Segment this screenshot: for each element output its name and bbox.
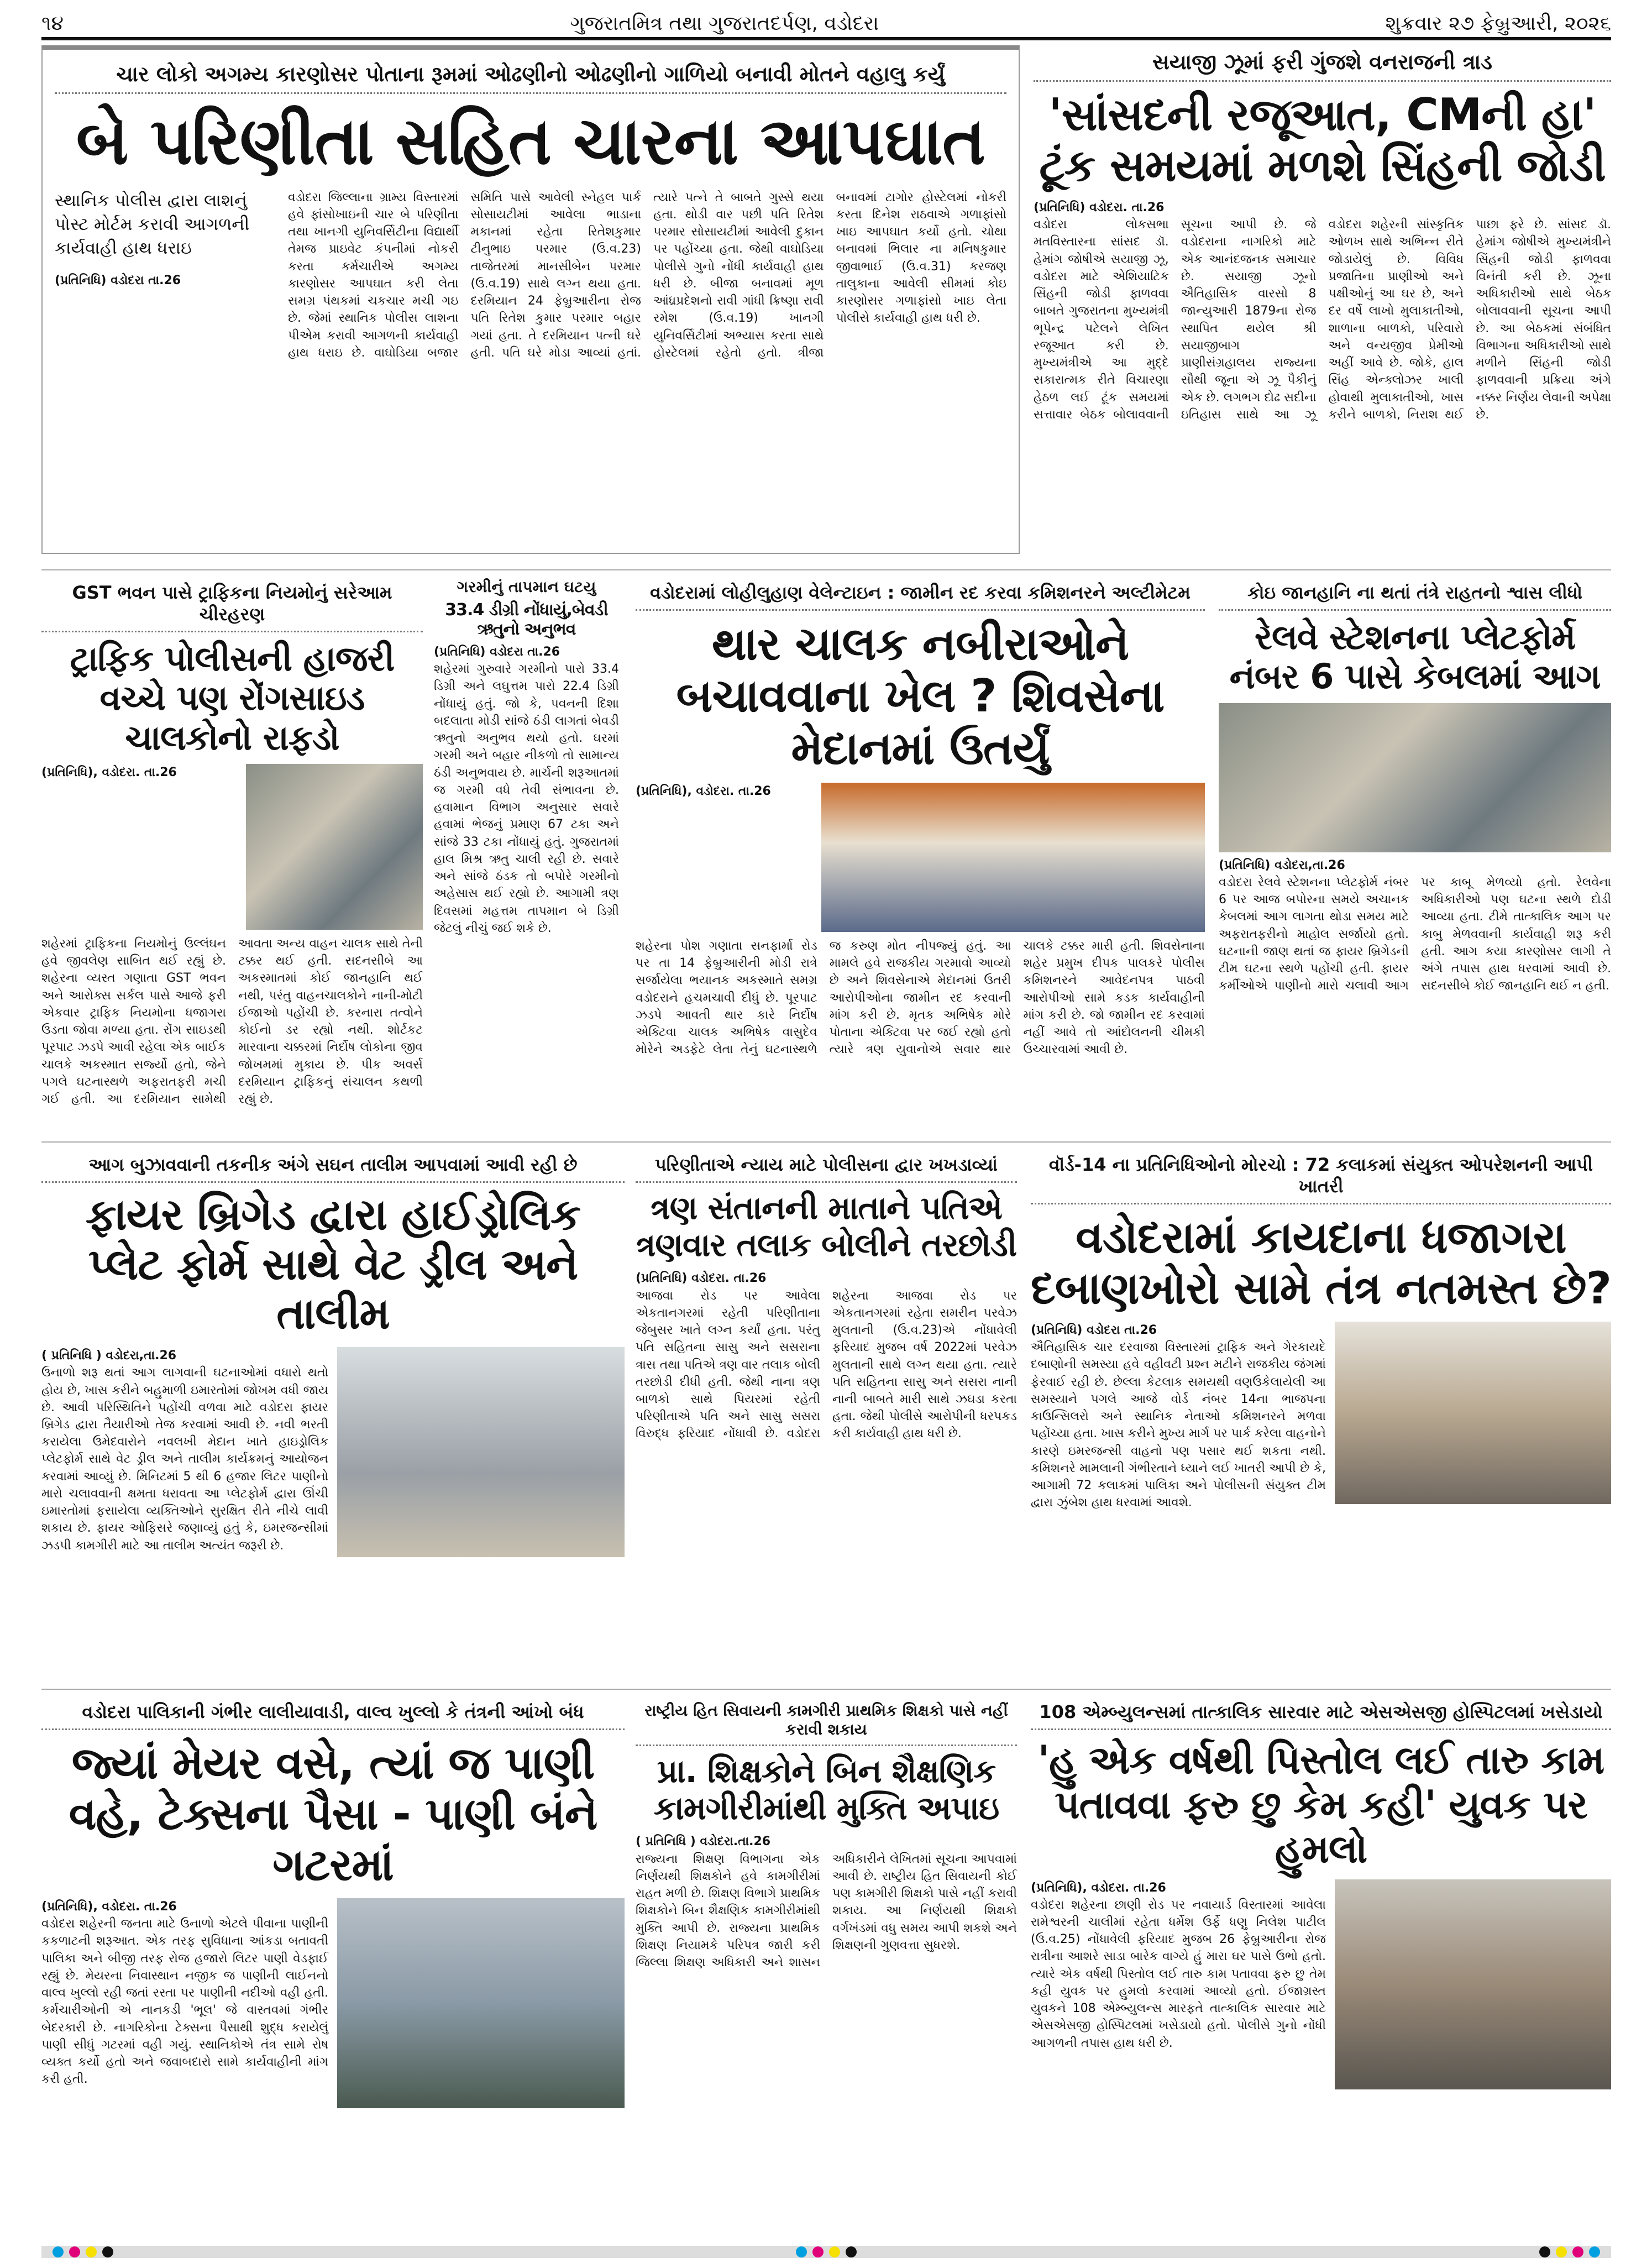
kicker: આગ બુઝાવવાની તકનીક અંગે સઘન તાલીમ આપવામાં આવી રહી છે <box>41 1150 625 1183</box>
page-header <box>41 10 1611 40</box>
kicker: વડોદરામાં લોહીલુહાણ વેલેન્ટાઇન : જામીન રદ કરવા કમિશનરને અલ્ટીમેટમ <box>636 578 1205 611</box>
kicker: વૉર્ડ-14 ના પ્રતિનિધિઓનો મોરચો : 72 કલાકમાં સંયુક્ત ઓપરેશનની આપી ખાતરી <box>1031 1150 1611 1204</box>
article-water-waste <box>41 1697 625 2241</box>
dateline: (પ્રતિનિધિ) વડોદરા તા.26 <box>55 273 181 287</box>
police-scene-photo <box>1335 1879 1611 2089</box>
headline: પ્રા. શિક્ષકોને બિન શૈક્ષણિક કામગીરીમાંથી મુક્તિ અપાઇ <box>653 1752 999 1827</box>
headline: ટ્રાફિક પોલીસની હાજરી વચ્ચે પણ રોંગસાઇડ ચાલકોનો રાફડો <box>70 638 395 758</box>
traffic-accident-photo <box>246 764 423 930</box>
kicker: રાષ્ટ્રીય હિત સિવાયની કામગીરી પ્રાથમિક શિક્ષકો પાસે નહીં કરાવી શકાય <box>636 1697 1017 1746</box>
dateline: ( પ્રતિનિધિ ) વડોદરા,તા.26 <box>41 1349 177 1363</box>
article-body: વડોદરા રેલવે સ્ટેશનના પ્લેટફોર્મ નંબર 6 પર આજ બપોરના સમયે અચાનક કેબલમાં આગ લાગતા થોડા સમય માટે અફરાતફરીનો માહોલ સર્જાયો હતો. ઘટનાની જાણ થતાં જ ફાયર બ્રિગેડની ટીમ ઘટના સ્થળે પહોંચી હતી. ફાયર કર્મીઓએ પાણીનો મારો ચલાવી આગ પર કાબૂ મેળવ્યો હતો. રેલવેના અધિકારીઓ પણ ઘટના સ્થળે દોડી આવ્યા હતા. ટીમે તાત્કાલિક આગ પર કાબુ મેળવવાની કાર્યવાહી શરૂ કરી હતી. આગ કયા કારણોસર લાગી તે અંગે તપાસ હાથ ધરવામાં આવી છે. સદનસીબે કોઈ જાનહાનિ થઈ ન હતી. <box>1219 875 1611 993</box>
article-heat <box>434 578 619 1136</box>
dateline: (પ્રતિનિધિ) વડોદરા. તા.26 <box>1034 201 1165 214</box>
color-registration-dots <box>796 2246 857 2257</box>
dateline: (પ્રતિનિધિ) વડોદરા તા.26 <box>1031 1323 1157 1337</box>
dateline: (પ્રતિનિધિ), વડોદરા. તા.26 <box>1031 1880 1166 1895</box>
article-body: આજવા રોડ પર આવેલા એકતાનગરમાં રહેતી પરિણીતાના જેબુસર ખાતે લગ્ન કર્યાં હતા. પરંતુ પતિ સહિતના સાસુ અને સસરાના ત્રાસ તથા પતિએ ત્રણ વાર તલાક બોલી તરછોડી દીધી હતી. જેથી નાના ત્રણ બાળકો સાથે પિયરમાં રહેતી પરિણીતાએ પતિ અને સાસુ સસરા વિરુદ્ધ ફરિયાદ નોંધાવી છે. વડોદરા શહેરના આજવા રોડ પર એકતાનગરમાં રહેતા સમરીન પરવેઝ મુલતાની (ઉ.વ.23)એ નોંધાવેલી ફરિયાદ મુજબ વર્ષ 2022માં પરવેઝ મુલતાની સાથે લગ્ન થયા હતા. ત્યારે પતિ સહિતના સાસુ અને સસરા નાની નાની બાબતે મારી સાથે ઝઘડા કરતા હતા. જેથી પોલીસે આરોપીની ધરપકડ કરી કાર્યવાહી હાથ ધરી છે. <box>636 1288 1017 1441</box>
headline: વડોદરામાં કાયદાના ધજાગરા દબાણખોરો સામે તંત્ર નતમસ્ત છે? <box>1031 1212 1611 1314</box>
dateline: (પ્રતિનિધિ), વડોદરા. તા.26 <box>41 1900 177 1914</box>
headline: થાર ચાલક નબીરાઓને બચાવવાના ખેલ ? શિવસેના મેદાનમાં ઉતર્યું <box>676 618 1165 775</box>
article-body: રાજ્યના શિક્ષણ વિભાગના એક નિર્ણયથી શિક્ષકોને હવે કામગીરીમાં રાહત મળી છે. શિક્ષણ વિભાગે પ્રાથમિક શિક્ષકોને બિન શૈક્ષણિક કામગીરીમાંથી મુક્તિ આપી છે. રાજ્યના પ્રાથમિક શિક્ષણ નિયામકે પરિપત્ર જારી કરી જિલ્લા શિક્ષણ અધિકારી અને શાસન અધિકારીને લેખિતમાં સૂચના આપવામાં આવી છે. રાષ્ટ્રીય હિત સિવાયની કોઈ પણ કામગીરી શિક્ષકો પાસે નહીં કરાવી શકાય. આ નિર્ણયથી શિક્ષકો વર્ગખંડમાં વધુ સમય આપી શકશે અને શિક્ષણની ગુણવત્તા સુધરશે. <box>636 1852 1017 1970</box>
publication-name: ગુજરાતમિત્ર તથા ગુજરાતદર્પણ, વડોદરા <box>570 12 879 35</box>
kicker: પરિણીતાએ ન્યાય માટે પોલીસના દ્વાર ખખડાવ્યાં <box>636 1150 1017 1183</box>
article-railway <box>1219 578 1611 1136</box>
article-encroachment <box>1031 1150 1611 1683</box>
dateline: (પ્રતિનિધિ), વડોદરા. તા.26 <box>41 765 177 779</box>
article-thar <box>636 578 1205 1136</box>
shivsena-protest-photo <box>821 783 1205 932</box>
article-body: વડોદરા લોકસભા મતવિસ્તારના સાંસદ ડૉ. હેમાંગ જોષીએ સયાજી ઝૂ, વડોદરા માટે એશિયાટિક સિંહની જોડી ફાળવવા બાબતે ગુજરાતના મુખ્યમંત્રી ભૂપેન્દ્ર પટેલને લેખિત રજૂઆત કરી છે. મુખ્યમંત્રીએ આ મુદ્દે સકારાત્મક રીતે વિચારણા હેઠળ લઈ ટૂંક સમયમાં સત્તાવાર બેઠક બોલાવવાની સૂચના આપી છે. જે વડોદરાના નાગરિકો માટે એક આનંદજનક સમાચાર છે. સયાજી ઝૂનો ઐતિહાસિક વારસો 8 જાન્યુઆરી 1879ના રોજ સ્થાપિત થયેલ શ્રી સયાજીબાગ પ્રાણીસંગ્રહાલય રાજ્યના સૌથી જૂના એ ઝૂ પૈકીનું એક છે. લગભગ દોઢ સદીના ઇતિહાસ સાથે આ ઝૂ વડોદરા શહેરની સાંસ્કૃતિક ઓળખ સાથે અભિન્ન રીતે જોડાયેલું છે. વિવિધ પ્રજાતિના પ્રાણીઓ અને પક્ષીઓનું આ ઘર છે, અને દર વર્ષે લાખો મુલાકાતીઓ, શાળાના બાળકો, પરિવારો અને વન્યજીવ પ્રેમીઓ અહીં આવે છે. જોકે, હાલ સિંહ એન્ક્લોઝર ખાલી હોવાથી મુલાકાતીઓ, ખાસ કરીને બાળકો, નિરાશ થઈ પાછા ફરે છે. સાંસદ ડૉ. હેમાંગ જોષીએ મુખ્યમંત્રીને સિંહની જોડી ફાળવવા વિનંતી કરી છે. ઝૂના અધિકારીઓ સાથે બેઠક બોલાવવાની સૂચના આપી છે. આ બેઠકમાં સંબંધિત વિભાગના અધિકારીઓ સાથે મળીને સિંહની જોડી ફાળવવાની પ્રક્રિયા અંગે નક્કર નિર્ણય લેવાની અપેક્ષા છે. <box>1034 218 1611 422</box>
meeting-photo <box>1335 1322 1611 1504</box>
article-body: વડોદરા જિલ્લાના ગ્રામ્ય વિસ્તારમાં હવે ફાંસોખાઇની ચાર બે પરિણીતા તથા ખાનગી યુનિવર્સિટીના વિદ્યાર્થી તેમજ પ્રાઇવેટ કંપનીમાં નોકરી કરતા કર્મચારીએ અગમ્ય કારણોસર આપઘાત કરી લેતા સમગ્ર પંથકમાં ચકચાર મચી ગઇ છે. જેમાં સ્થાનિક પોલીસ લાશના પીએમ કરાવી આગળની કાર્યવાહી હાથ ધરાઇ છે. વાઘોડિયા બજાર સમિતિ પાસે આવેલી સ્નેહલ પાર્ક સોસાયટીમાં આવેલા ભાડાના મકાનમાં રહેતા રિતેશકુમાર ટીનુભાઇ પરમાર (ઉ.વ.23) તાજેતરમાં માનસીબેન પરમાર (ઉ.વ.19) સાથે લગ્ન થયા હતા. દરમિયાન 24 ફેબ્રુઆરીના રોજ પતિ રિતેશ કુમાર પરમાર બહાર ગયાં હતા. તે દરમિયાન પત્ની ઘરે હતી. પતિ ઘરે મોડા આવ્યાં હતાં. ત્યારે પત્ને તે બાબતે ગુસ્સે થયા હતા. થોડી વાર પછી પતિ રિતેશ પરમાર સોસાયટીમાં આવેલી દુકાન પર પહોંચ્યા હતા. જેથી વાઘોડિયા પોલીસે ગુનો નોંધી કાર્યવાહી હાથ ધરી છે. બીજા બનાવમાં મૂળ આંધ્રપ્રદેશનો રાવી ગાંધી ક્રિષ્ણા રાવી રમેશ (ઉ.વ.19) ખાનગી યુનિવર્સિટીમાં અભ્યાસ કરતા સાથે હોસ્ટેલમાં રહેતો હતો. ત્રીજા બનાવમાં ટાગોર હોસ્ટેલમાં નોકરી કરતા દિનેશ રાઠવાએ ગળાફાંસો ખાઇ આપઘાત કર્યો હતો. ચોથા બનાવમાં ભિલાર ના મનિષકુમાર જીવાભાઈ (ઉ.વ.31) કરજણ તાલુકાના આવેલી સીમમાં કોઇ કારણોસર ગળાફાંસો ખાઇ લેતા પોલીસે કાર્યવાહી હાથ ધરી છે. <box>288 190 1006 360</box>
article-suicide <box>41 45 1020 554</box>
article-body: શહેરમાં ગુરુવારે ગરમીનો પારો 33.4 ડિગ્રી અને લઘુત્તમ પારો 22.4 ડિગ્રી નોંધાયું હતું. જો કે, પવનની દિશા બદલાતા મોડી સાંજે ઠંડી લાગતાં બેવડી ઋતુનો અનુભવ થયો હતો. ઘરમાં ગરમી અને બહાર નીકળો તો સામાન્ય ઠંડી અનુભવાય છે. માર્ચની શરૂઆતમાં જ ગરમી વધે તેવી સંભાવના છે. હવામાન વિભાગ અનુસાર સવારે હવામાં ભેજનું પ્રમાણ 67 ટકા અને સાંજે 33 ટકા નોંધાયું હતું. ગુજરાતમાં હાલ મિશ્ર ઋતુ ચાલી રહી છે. સવારે અને સાંજે ઠંડક તો બપોરે ગરમીનો અહેસાસ થઈ રહ્યો છે. આગામી ત્રણ દિવસમાં મહત્તમ તાપમાન બે ડિગ્રી જેટલું નીચું જઈ શકે છે. <box>434 662 619 935</box>
railway-fire-photo <box>1219 703 1611 852</box>
headline: જ્યાં મેયર વસે, ત્યાં જ પાણી વહે, ટેક્સના પૈસા - પાણી બંને ગટરમાં <box>69 1737 597 1890</box>
dateline: (પ્રતિનિધિ) વડોદરા તા.26 <box>434 645 560 659</box>
article-teachers <box>636 1697 1017 2241</box>
article-assault <box>1031 1697 1611 2241</box>
headline: 'સાંસદની રજૂઆત, CMની હા' ટૂંક સમયમાં મળશે સિંહની જોડી <box>1039 89 1606 191</box>
water-leak-photo <box>337 1898 625 2108</box>
kicker: GST ભવન પાસે ટ્રાફિકના નિયમોનું સરેઆમ ચીરહરણ <box>41 578 423 632</box>
headline: ત્રણ સંતાનની માતાને પતિએ ત્રણવાર તલાક બોલીને તરછોડી <box>636 1189 1017 1264</box>
article-body: શહેરમાં ટ્રાફિકના નિયમોનું ઉલ્લંઘન હવે જીવલેણ સાબિત થઈ રહ્યું છે. શહેરના વ્યસ્ત ગણાતા GST ભવન અને આરોક્સ સર્કલ પાસે આજે ફરી એકવાર ટ્રાફિક નિયમોના ધજાગરા ઉડતા જોવા મળ્યા હતા. રોંગ સાઇડથી પૂરપાટ ઝડપે આવી રહેલા એક બાઈક ચાલકે અકસ્માત સર્જ્યો હતો, જેને પગલે ઘટનાસ્થળે અફરાતફરી મચી ગઈ હતી. આ દરમિયાન સામેથી આવતા અન્ય વાહન ચાલક સાથે તેની ટક્કર થઈ હતી. સદનસીબે આ અકસ્માતમાં કોઈ જાનહાનિ થઈ નથી, પરંતુ વાહનચાલકોને નાની-મોટી ઈજાઓ પહોંચી છે. કરનારા તત્વોને કોઈનો ડર રહ્યો નથી. શોર્ટકટ મારવાના ચક્કરમાં નિર્દોષ લોકોના જીવ જોખમમાં મુકાય છે. પીક અવર્સ દરમિયાન ટ્રાફિકનું સંચાલન કથળી રહ્યું છે. <box>41 936 423 1106</box>
kicker: વડોદરા પાલિકાની ગંભીર લાલીયાવાડી, વાલ્વ ખુલ્લો કે તંત્રની આંખો બંધ <box>41 1697 625 1730</box>
kicker: ચાર લોકો અગમ્ય કારણોસર પોતાના રૂમમાં ઓઢણીનો ઓઢણીનો ગાળિયો બનાવી મોતને વહાલુ કર્યું <box>55 57 1006 94</box>
article-traffic <box>41 578 423 1136</box>
headline: ફાયર બ્રિગેડ દ્વારા હાઈડ્રોલિક પ્લેટ ફોર્મ સાથે વેટ ડ્રીલ અને તાલીમ <box>85 1190 581 1339</box>
kicker: કોઇ જાનહાનિ ના થતાં તંત્રે રાહતનો શ્વાસ લીધો <box>1219 578 1611 611</box>
page-number: ૧૪ <box>41 12 64 35</box>
kicker: સયાજી ઝૂમાં ફરી ગુંજશે વનરાજની ત્રાડ <box>1034 45 1611 82</box>
dateline: ( પ્રતિનિધિ ) વડોદરા.તા.26 <box>636 1835 771 1849</box>
headline: 'હુ એક વર્ષથી પિસ્તોલ લઈ તારુ કામ પતાવવા ફરુ છુ કેમ કહી' યુવક પર હુમલો <box>1037 1737 1604 1872</box>
headline: બે પરિણીતા સહિત ચારના આપઘાત <box>76 103 985 179</box>
article-body: શહેરના પોશ ગણાતા સનફાર્મા રોડ પર તા 14 ફેબ્રુઆરીની મોડી રાત્રે સર્જાયેલા ભયાનક અકસ્માતે સમગ્ર વડોદરાને હચમચાવી દીધું છે. પૂરપાટ ઝડપે આવતી થાર કારે નિર્દોષ એક્ટિવા ચાલક અભિષેક વાસુદેવ મોરેને અડફેટે લેતા તેનું ઘટનાસ્થળે જ કરુણ મોત નીપજ્યું હતું. આ મામલે હવે રાજકીય ગરમાવો આવ્યો છે અને શિવસેનાએ મેદાનમાં ઉતરી આરોપીઓના જામીન રદ કરવાની માંગ કરી છે. મૃતક અભિષેક મોરે પોતાના એક્ટિવા પર જઈ રહ્યો હતો ત્યારે ત્રણ યુવાનોએ સવાર થાર ચાલકે ટક્કર મારી હતી. શિવસેનાના શહેર પ્રમુખ દીપક પાલકરે પોલીસ કમિશનરને આવેદનપત્ર પાઠવી આરોપીઓ સામે કડક કાર્યવાહીની માંગ કરી છે. જો જામીન રદ કરવામાં નહીં આવે તો આંદોલનની ચીમકી ઉચ્ચારવામાં આવી છે. <box>636 939 1205 1057</box>
headline: 33.4 ડીગ્રી નોંધાયું,બેવડી ઋતુનો અનુભવ <box>445 600 608 639</box>
article-body: વડોદરા શહેરની જનતા માટે ઉનાળો એટલે પીવાના પાણીની કકળાટની શરૂઆત. એક તરફ સુવિધાના આંકડા બતાવતી પાલિકા અને બીજી તરફ રોજ હજારો લિટર પાણી વેડફાઈ રહ્યું છે. મેયરના નિવાસ્થાન નજીક જ પાણીની લાઈનનો વાલ્વ ખુલ્લો રહી જતાં રસ્તા પર પાણીની નદીઓ વહી હતી. કર્મચારીઓની એ નાનકડી 'ભૂલ' જે વાસ્તવમાં ગંભીર બેદરકારી છે. નાગરિકોના ટેક્સના પૈસાથી શુદ્ધ કરાયેલું પાણી સીધું ગટરમાં વહી ગયું. સ્થાનિકોએ તંત્ર સામે રોષ વ્યક્ત કર્યો હતો અને જવાબદારો સામે કાર્યવાહીની માંગ કરી હતી. <box>41 1917 328 2087</box>
issue-date: શુક્રવાર ૨૭ ફેબ્રુઆરી, ૨૦૨૬ <box>1385 12 1611 35</box>
headline: રેલવે સ્ટેશનના પ્લેટફોર્મ નંબર 6 પાસે કેબલમાં આગ <box>1229 617 1601 697</box>
article-lion <box>1034 45 1611 554</box>
dateline: (પ્રતિનિધિ), વડોદરા. તા.26 <box>636 784 771 798</box>
article-body: ઉનાળો શરૂ થતાં આગ લાગવાની ઘટનાઓમાં વધારો થતો હોય છે, ખાસ કરીને બહુમાળી ઇમારતોમાં જોખમ વધી જાય છે. આવી પરિસ્થિતિને પહોંચી વળવા માટે વડોદરા ફાયર બ્રિગેડ દ્વારા તૈયારીઓ તેજ કરવામાં આવી છે. નવી ભરતી કરાયેલા ઉમેદવારોને નવલખી મેદાન ખાતે હાઇડ્રોલિક પ્લેટફોર્મ સાથે વેટ ડ્રીલ અને તાલીમ કાર્યક્રમનું આયોજન કરવામાં આવ્યું છે. મિનિટમાં 5 થી 6 હજાર લિટર પાણીનો મારો ચલાવવાની ક્ષમતા ધરાવતા આ પ્લેટફોર્મ દ્વારા ઊંચી ઇમારતોમાં ફસાયેલા વ્યક્તિઓને સુરક્ષિત રીતે નીચે લાવી શકાય છે. ફાયર ઓફિસરે જણાવ્યું હતું કે, ઇમરજન્સીમાં ઝડપી કામગીરી માટે આ તાલીમ અત્યંત જરૂરી છે. <box>41 1366 328 1553</box>
print-registration-bar <box>41 2246 1611 2258</box>
article-body: વડોદરા શહેરના છાણી રોડ પર નવાયાર્ડ વિસ્તારમાં આવેલા રામેશ્વરની ચાલીમાં રહેતા ધર્મેશ ઉર્ફે ધણુ નિલેશ પાટીલ (ઉ.વ.25) નોંધાવેલી ફરિયાદ મુજબ 26 ફેબ્રુઆરીના રોજ રાત્રીના આશરે સાડા બારેક વાગ્યે હું મારા ઘર પાસે ઉભો હતો. ત્યારે એક વર્ષથી પિસ્તોલ લઈ તારુ કામ પતાવવા ફરુ છુ તેમ કહી યુવક પર હુમલો કરવામાં આવ્યો હતો. ઈજાગ્રસ્ત યુવકને 108 એમ્બ્યુલન્સ મારફતે તાત્કાલિક સારવાર માટે એસએસજી હોસ્પિટલમાં ખસેડાયો હતો. પોલીસે ગુનો નોંધી આગળની તપાસ હાથ ધરી છે. <box>1031 1898 1326 2050</box>
dateline: (પ્રતિનિધિ) વડોદરા. તા.26 <box>636 1271 767 1286</box>
color-registration-dots <box>1539 2246 1600 2257</box>
kicker: 108 એમ્બ્યુલન્સમાં તાત્કાલિક સારવાર માટે એસએસજી હોસ્પિટલમાં ખસેડાયો <box>1031 1697 1611 1730</box>
article-fire-drill <box>41 1150 625 1683</box>
subheadline: સ્થાનિક પોલીસ દ્વારા લાશનું પોસ્ટ મોર્ટમ કરાવી આગળની કાર્યવાહી હાથ ધરાઇ <box>55 190 250 259</box>
article-divorce <box>636 1150 1017 1683</box>
dateline: (પ્રતિનિધિ) વડોદરા,તા.26 <box>1219 858 1345 872</box>
hydraulic-platform-photo <box>337 1347 625 1557</box>
kicker: ગરમીનું તાપમાન ઘટયુ <box>457 578 596 596</box>
color-registration-dots <box>53 2246 113 2257</box>
article-body: ઐતિહાસિક ચાર દરવાજા વિસ્તારમાં ટ્રાફિક અને ગેરકાયદે દબાણોની સમસ્યા હવે વહીવટી પ્રશ્ન મટીને રાજકીય જંગમાં ફેરવાઈ રહી છે. છેલ્લા કેટલાક સમયથી વણઉકેલાયેલી આ સમસ્યાને પગલે આજે વોર્ડ નંબર 14ના ભાજપના કાઉન્સિલરો અને સ્થાનિક નેતાઓ કમિશનરને મળવા પહોંચ્યા હતા. ખાસ કરીને મુખ્ય માર્ગ પર પાર્ક કરેલા વાહનોને કારણે ઇમરજન્સી વાહનો પણ પસાર થઈ શકતા નથી. કમિશનરે મામલાની ગંભીરતાને ધ્યાને લઈ ખાતરી આપી છે કે, આગામી 72 કલાકમાં પાલિકા અને પોલીસની સંયુક્ત ટીમ દ્વારા ઝુંબેશ હાથ ધરવામાં આવશે. <box>1031 1340 1326 1510</box>
